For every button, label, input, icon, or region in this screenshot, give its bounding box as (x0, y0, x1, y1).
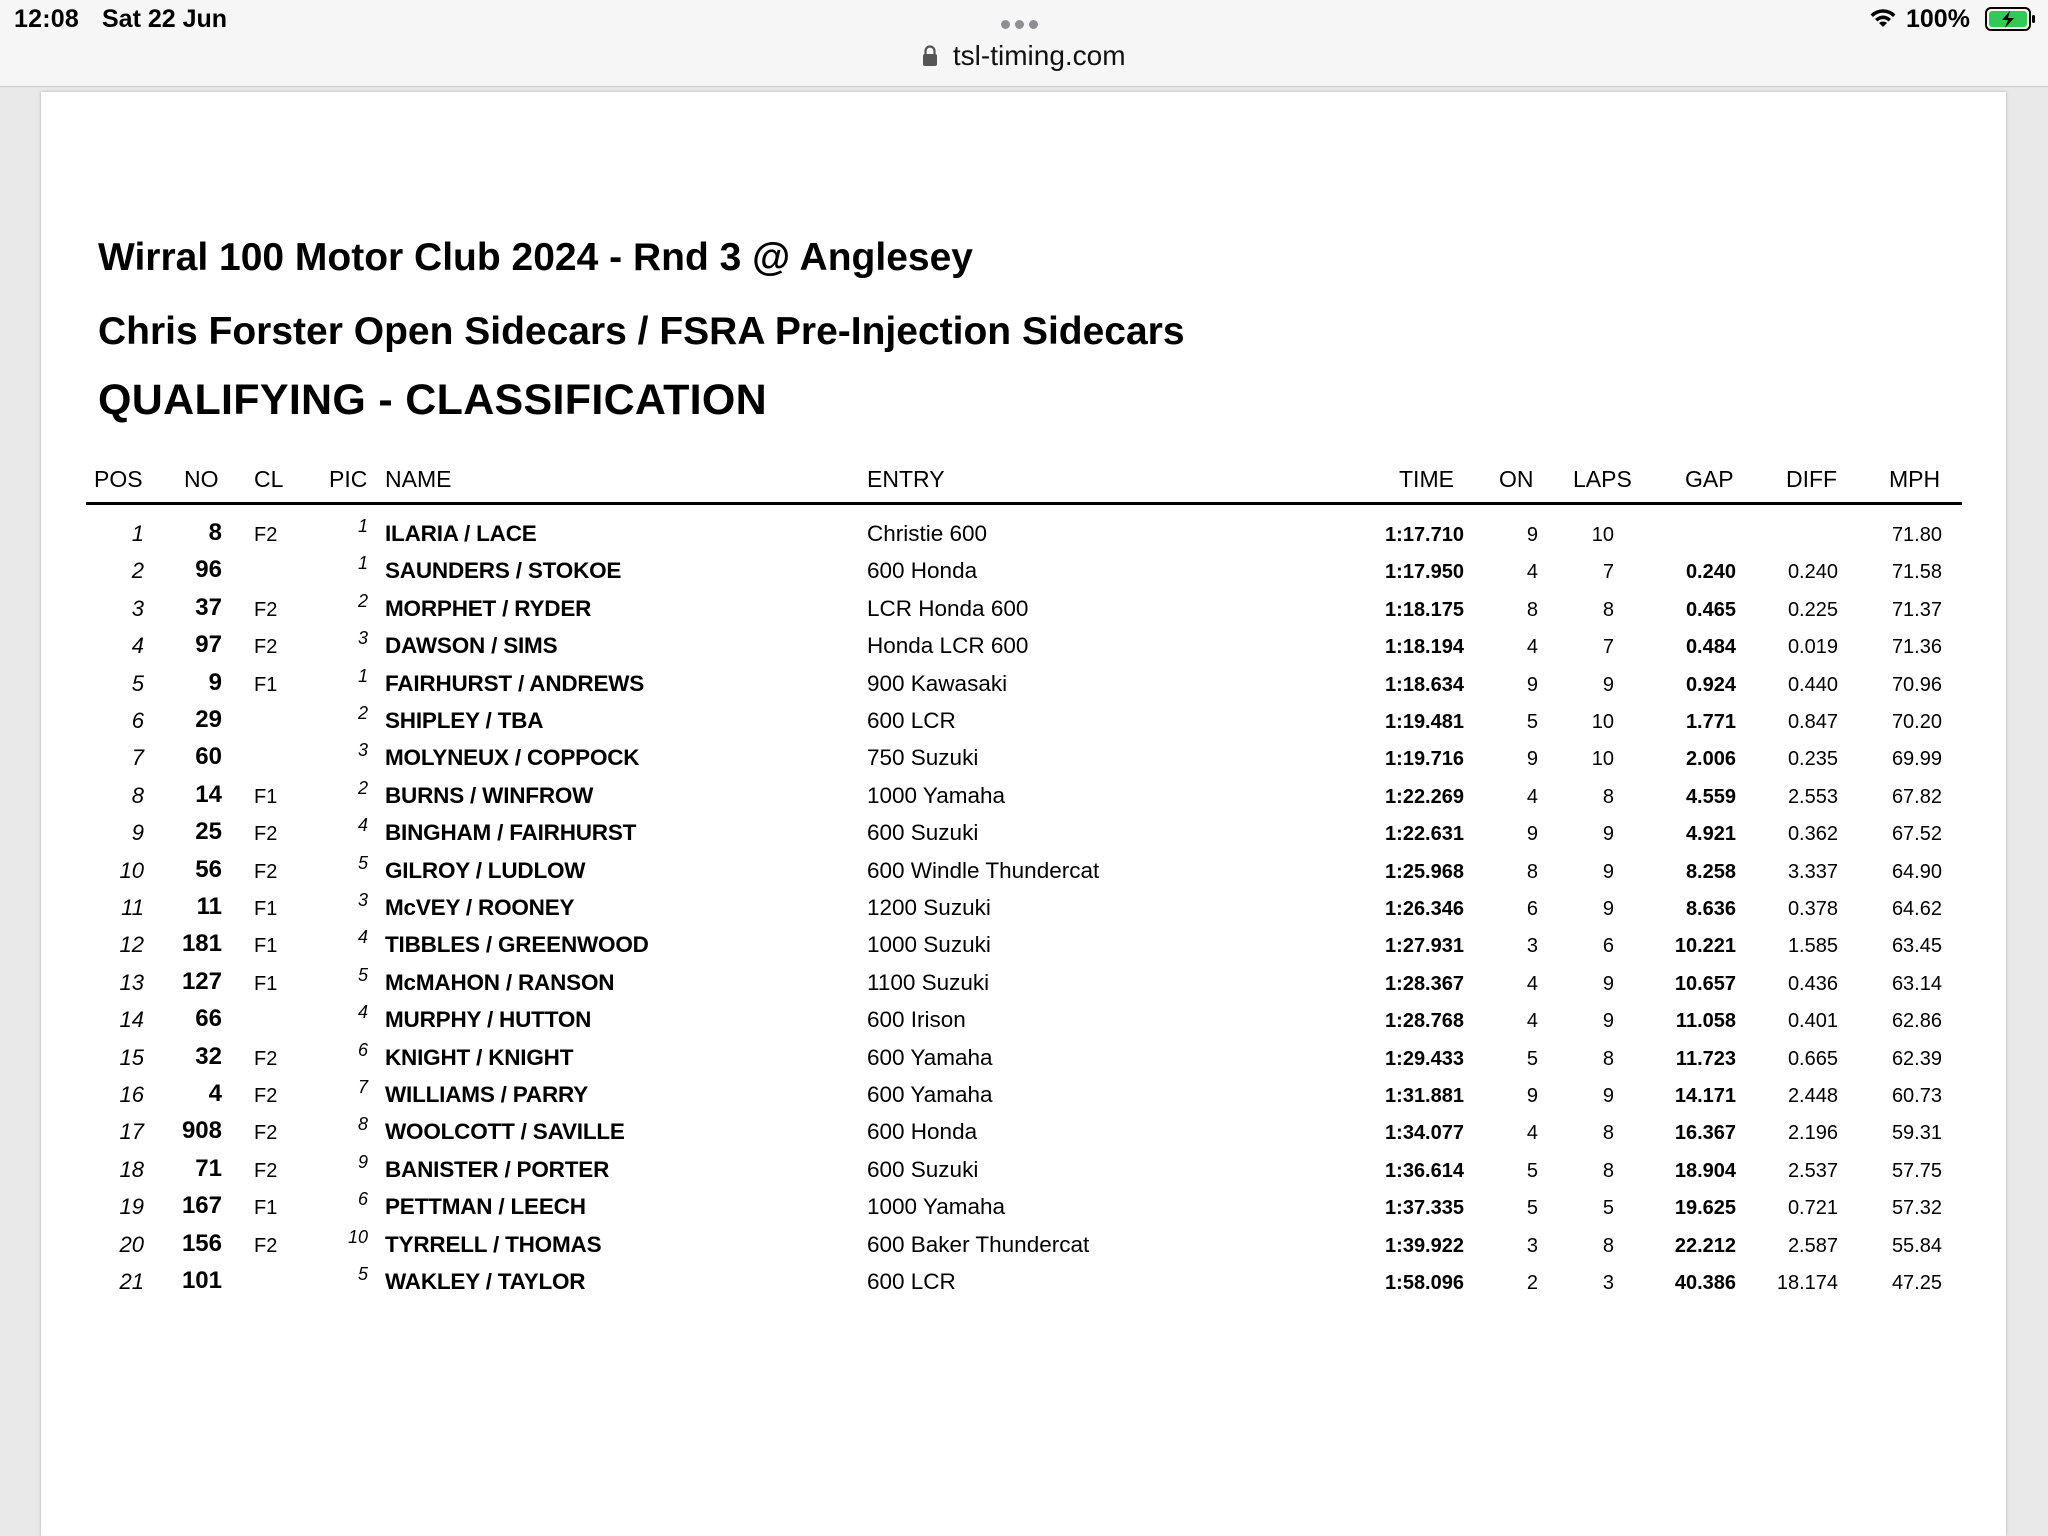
cell-diff: 0.240 (1787, 561, 1838, 584)
cell-laps: 5 (1602, 1197, 1614, 1220)
cell-no: 167 (181, 1192, 222, 1220)
url-text[interactable]: tsl-timing.com (952, 40, 1126, 71)
cell-no: 181 (181, 930, 222, 958)
cell-entry: 750 Suzuki (867, 745, 979, 771)
cell-cl: F2 (254, 524, 278, 546)
cell-pos: 12 (119, 932, 144, 958)
cell-no: 101 (181, 1267, 222, 1294)
cell-on: 8 (1526, 860, 1538, 883)
cell-time: 1:17.950 (1385, 561, 1464, 584)
cell-name: BANISTER / PORTER (385, 1156, 610, 1182)
cell-no: 32 (195, 1042, 222, 1070)
cell-laps: 8 (1602, 1234, 1614, 1257)
lock-icon (922, 45, 938, 67)
cell-time: 1:22.269 (1385, 785, 1464, 808)
cell-diff: 0.362 (1787, 823, 1838, 846)
cell-no: 127 (181, 967, 222, 995)
cell-laps: 7 (1602, 636, 1614, 659)
cell-on: 5 (1526, 1197, 1538, 1220)
cell-on: 9 (1526, 823, 1538, 846)
cell-gap: 11.058 (1675, 1010, 1736, 1033)
cell-gap: 4.559 (1685, 785, 1736, 808)
cell-on: 4 (1526, 1010, 1538, 1033)
cell-cl: F2 (254, 1085, 278, 1107)
cell-time: 1:17.710 (1385, 524, 1464, 546)
cell-diff: 0.721 (1787, 1197, 1838, 1220)
cell-no: 97 (195, 631, 222, 659)
wifi-icon (1868, 6, 1898, 30)
cell-name: SHIPLEY / TBA (385, 708, 544, 733)
cell-laps: 9 (1602, 1085, 1614, 1107)
cell-entry: Honda LCR 600 (867, 633, 1029, 659)
cell-laps: 9 (1602, 898, 1614, 920)
cell-on: 9 (1526, 673, 1538, 696)
cell-entry: 600 Windle Thundercat (867, 857, 1100, 883)
cell-pos: 20 (119, 1231, 144, 1257)
cell-cl: F2 (254, 1234, 278, 1257)
cell-entry: 600 Honda (867, 558, 978, 584)
cell-gap: 0.484 (1685, 636, 1736, 659)
cell-entry: 600 Irison (867, 1007, 966, 1033)
cell-pic: 1 (357, 516, 368, 536)
cell-entry: Christie 600 (867, 521, 988, 546)
cell-on: 4 (1526, 636, 1538, 659)
cell-name: SAUNDERS / STOKOE (385, 558, 622, 584)
cell-on: 5 (1526, 1159, 1538, 1182)
address-bar[interactable] (0, 40, 2048, 76)
cell-gap: 0.924 (1685, 673, 1736, 696)
cell-pic: 7 (357, 1077, 368, 1097)
cell-cl: F2 (254, 1122, 278, 1145)
cell-mph: 71.58 (1891, 561, 1942, 584)
cell-mph: 55.84 (1891, 1234, 1942, 1257)
cell-pic: 9 (357, 1151, 368, 1172)
cell-no: 14 (195, 780, 222, 808)
table-row (0, 515, 2048, 552)
cell-diff: 0.225 (1787, 598, 1838, 621)
cell-mph: 64.62 (1891, 898, 1942, 920)
table-row (0, 1039, 2048, 1076)
cell-no: 8 (208, 519, 222, 546)
cell-pic: 2 (357, 590, 368, 611)
table-row (0, 852, 2048, 889)
cell-gap: 11.723 (1675, 1047, 1736, 1070)
cell-time: 1:29.433 (1385, 1047, 1464, 1070)
cell-pic: 6 (357, 1189, 368, 1210)
cell-mph: 71.80 (1891, 524, 1942, 546)
cell-pos: 6 (131, 708, 144, 733)
cell-diff: 0.665 (1787, 1047, 1838, 1070)
cell-no: 71 (195, 1154, 222, 1182)
browser-chrome (0, 0, 2048, 87)
cell-laps: 9 (1602, 673, 1614, 696)
cell-time: 1:19.716 (1385, 748, 1464, 771)
cell-gap: 14.171 (1674, 1085, 1736, 1107)
cell-pos: 13 (119, 969, 144, 995)
cell-name: MURPHY / HUTTON (385, 1007, 592, 1033)
cell-time: 1:28.768 (1385, 1010, 1464, 1033)
battery-charging-icon (1985, 6, 2037, 32)
cell-no: 60 (195, 743, 222, 771)
cell-cl: F2 (254, 636, 278, 659)
cell-on: 5 (1526, 711, 1538, 733)
cell-diff: 0.436 (1787, 972, 1838, 995)
cell-time: 1:18.194 (1385, 636, 1464, 659)
header-laps: LAPS (1573, 466, 1632, 492)
cell-pos: 10 (119, 857, 144, 883)
header-diff: DIFF (1786, 466, 1838, 492)
cell-on: 4 (1526, 1122, 1538, 1145)
cell-no: 4 (208, 1080, 222, 1107)
cell-time: 1:27.931 (1385, 935, 1464, 958)
cell-name: BURNS / WINFROW (385, 782, 594, 808)
cell-pic: 2 (357, 777, 368, 798)
cell-pic: 4 (357, 1002, 368, 1023)
cell-cl: F2 (254, 598, 278, 621)
cell-pos: 18 (119, 1156, 144, 1182)
cell-on: 9 (1526, 524, 1538, 546)
cell-pos: 17 (119, 1119, 144, 1145)
cell-pic: 3 (357, 890, 368, 910)
cell-entry: 900 Kawasaki (867, 670, 1008, 696)
cell-pos: 1 (131, 521, 144, 546)
table-row (0, 1001, 2048, 1038)
cell-time: 1:37.335 (1385, 1197, 1464, 1220)
cell-pic: 5 (357, 964, 368, 985)
cell-pos: 9 (131, 820, 144, 846)
header-no: NO (184, 466, 219, 492)
cell-gap: 0.240 (1685, 561, 1736, 584)
cell-time: 1:18.634 (1385, 673, 1464, 696)
cell-no: 908 (181, 1117, 222, 1145)
cell-entry: 600 Yamaha (867, 1044, 993, 1070)
cell-name: WILLIAMS / PARRY (385, 1082, 589, 1107)
cell-diff: 0.847 (1787, 711, 1838, 733)
cell-laps: 9 (1602, 860, 1614, 883)
cell-diff: 2.448 (1787, 1085, 1838, 1107)
cell-name: DAWSON / SIMS (385, 633, 558, 659)
cell-diff: 0.019 (1787, 636, 1838, 659)
cell-entry: 600 Baker Thundercat (867, 1231, 1090, 1257)
cell-entry: 1000 Suzuki (867, 932, 991, 958)
cell-entry: 1000 Yamaha (867, 1194, 1006, 1220)
cell-diff: 1.585 (1787, 935, 1838, 958)
table-row (0, 1113, 2048, 1150)
cell-entry: 600 Honda (867, 1119, 978, 1145)
cell-entry: LCR Honda 600 (867, 595, 1029, 621)
cell-no: 66 (195, 1005, 222, 1033)
cell-diff: 0.378 (1787, 898, 1838, 920)
cell-mph: 59.31 (1891, 1122, 1942, 1145)
cell-mph: 67.52 (1891, 823, 1942, 846)
cell-diff: 2.537 (1787, 1159, 1838, 1182)
status-time: 12:08 (14, 5, 79, 33)
cell-pos: 5 (131, 670, 144, 696)
cell-pic: 8 (357, 1114, 368, 1135)
cell-time: 1:58.096 (1385, 1272, 1464, 1294)
cell-name: WOOLCOTT / SAVILLE (385, 1119, 625, 1145)
cell-gap: 22.212 (1674, 1234, 1736, 1257)
cell-pos: 15 (119, 1044, 144, 1070)
class-title: Chris Forster Open Sidecars / FSRA Pre-Injection Sidecars (98, 310, 1185, 353)
cell-time: 1:28.367 (1385, 972, 1464, 995)
cell-no: 9 (208, 668, 222, 696)
header-on: ON (1499, 466, 1534, 492)
cell-laps: 10 (1591, 748, 1614, 771)
cell-no: 37 (195, 593, 222, 621)
cell-pos: 4 (131, 633, 144, 659)
cell-diff: 3.337 (1787, 860, 1838, 883)
cell-name: BINGHAM / FAIRHURST (385, 820, 637, 846)
header-cl: CL (254, 466, 284, 492)
cell-diff: 0.235 (1787, 748, 1838, 771)
cell-name: FAIRHURST / ANDREWS (385, 670, 645, 696)
cell-mph: 63.14 (1891, 972, 1942, 995)
cell-time: 1:34.077 (1385, 1122, 1464, 1145)
cell-time: 1:25.968 (1385, 860, 1464, 883)
cell-name: PETTMAN / LEECH (385, 1194, 586, 1220)
cell-gap: 8.636 (1685, 898, 1736, 920)
cell-laps: 8 (1602, 598, 1614, 621)
cell-time: 1:26.346 (1385, 898, 1464, 920)
cell-no: 11 (196, 893, 222, 920)
header-time: TIME (1399, 466, 1454, 492)
cell-no: 156 (181, 1229, 222, 1257)
cell-cl: F1 (254, 1197, 278, 1220)
cell-pic: 5 (357, 1264, 368, 1284)
cell-gap: 18.904 (1674, 1159, 1736, 1182)
cell-on: 8 (1526, 598, 1538, 621)
cell-gap: 16.367 (1674, 1122, 1736, 1145)
cell-name: WAKLEY / TAYLOR (385, 1269, 586, 1294)
table-row (0, 926, 2048, 963)
table-row (0, 964, 2048, 1001)
cell-laps: 6 (1602, 935, 1614, 958)
cell-on: 4 (1526, 972, 1538, 995)
cell-cl: F2 (254, 1047, 278, 1070)
cell-mph: 70.96 (1891, 673, 1942, 696)
cell-on: 9 (1526, 1085, 1538, 1107)
cell-name: McVEY / ROONEY (385, 895, 575, 920)
cell-cl: F1 (254, 935, 278, 958)
cell-laps: 10 (1591, 711, 1614, 733)
cell-mph: 67.82 (1891, 785, 1942, 808)
cell-pic: 1 (357, 665, 368, 686)
header-entry: ENTRY (867, 466, 945, 492)
table-row (0, 777, 2048, 814)
cell-pic: 5 (357, 852, 368, 873)
cell-on: 5 (1526, 1047, 1538, 1070)
cell-pic: 3 (357, 740, 368, 761)
cell-mph: 69.99 (1891, 748, 1942, 771)
cell-cl: F1 (254, 785, 278, 808)
cell-diff: 2.196 (1787, 1122, 1838, 1145)
cell-pic: 6 (357, 1039, 368, 1060)
cell-time: 1:19.481 (1385, 711, 1464, 733)
table-row (0, 739, 2048, 776)
cell-mph: 57.75 (1891, 1159, 1942, 1182)
cell-entry: 600 Suzuki (867, 1156, 979, 1182)
table-row (0, 1263, 2048, 1300)
cell-mph: 70.20 (1891, 711, 1942, 733)
table-row (0, 1226, 2048, 1263)
cell-on: 9 (1526, 748, 1538, 771)
cell-no: 29 (195, 706, 222, 733)
cell-pos: 21 (119, 1269, 144, 1294)
table-header (86, 462, 1962, 505)
cell-name: GILROY / LUDLOW (385, 857, 586, 883)
table-row (0, 814, 2048, 851)
cell-gap: 10.657 (1674, 972, 1736, 995)
cell-name: McMAHON / RANSON (385, 969, 615, 995)
cell-pos: 16 (119, 1082, 144, 1107)
cell-name: MORPHET / RYDER (385, 595, 592, 621)
cell-cl: F2 (254, 1159, 278, 1182)
cell-time: 1:22.631 (1385, 823, 1464, 846)
cell-entry: 600 Yamaha (867, 1082, 993, 1107)
cell-no: 25 (195, 818, 222, 846)
cell-cl: F2 (254, 860, 278, 883)
cell-pic: 4 (357, 815, 368, 836)
cell-on: 3 (1526, 935, 1538, 958)
cell-name: TYRRELL / THOMAS (385, 1231, 602, 1257)
cell-diff: 0.440 (1787, 673, 1838, 696)
cell-laps: 8 (1602, 1047, 1614, 1070)
cell-pos: 8 (131, 782, 144, 808)
cell-entry: 600 LCR (867, 708, 956, 733)
cell-entry: 1000 Yamaha (867, 782, 1006, 808)
cell-laps: 8 (1602, 1122, 1614, 1145)
cell-time: 1:39.922 (1385, 1234, 1464, 1257)
cell-time: 1:31.881 (1385, 1085, 1464, 1107)
cell-mph: 63.45 (1891, 935, 1942, 958)
cell-name: TIBBLES / GREENWOOD (385, 932, 649, 958)
table-row (0, 552, 2048, 589)
header-pic: PIC (329, 466, 368, 492)
table-row (0, 1076, 2048, 1113)
cell-time: 1:18.175 (1385, 598, 1464, 621)
cell-time: 1:36.614 (1385, 1159, 1464, 1182)
cell-entry: 1100 Suzuki (867, 969, 990, 995)
cell-mph: 64.90 (1891, 860, 1942, 883)
cell-pos: 11 (121, 895, 144, 920)
cell-on: 2 (1526, 1272, 1538, 1294)
cell-mph: 71.36 (1891, 636, 1942, 659)
cell-name: KNIGHT / KNIGHT (385, 1044, 574, 1070)
cell-diff: 2.587 (1787, 1234, 1838, 1257)
table-row (0, 1188, 2048, 1225)
cell-laps: 10 (1591, 524, 1614, 546)
event-title: Wirral 100 Motor Club 2024 - Rnd 3 @ Anglesey (98, 236, 973, 279)
cell-on: 4 (1526, 785, 1538, 808)
cell-pic: 3 (357, 628, 368, 649)
cell-gap: 8.258 (1685, 860, 1736, 883)
cell-on: 4 (1526, 561, 1538, 584)
cell-mph: 62.86 (1891, 1010, 1942, 1033)
cell-cl: F1 (254, 972, 278, 995)
cell-cl: F2 (254, 823, 278, 846)
cell-entry: 1200 Suzuki (867, 895, 991, 920)
cell-gap: 19.625 (1674, 1197, 1736, 1220)
cell-mph: 62.39 (1891, 1047, 1942, 1070)
table-row (0, 590, 2048, 627)
header-gap: GAP (1685, 466, 1734, 492)
cell-pic: 2 (357, 703, 368, 723)
cell-laps: 9 (1602, 1010, 1614, 1033)
cell-entry: 600 Suzuki (867, 820, 979, 846)
cell-gap: 2.006 (1685, 748, 1736, 771)
battery-percentage: 100% (1906, 5, 1970, 33)
cell-name: ILARIA / LACE (385, 521, 537, 546)
cell-gap: 1.771 (1685, 711, 1736, 733)
status-date: Sat 22 Jun (102, 5, 228, 33)
cell-diff: 18.174 (1776, 1272, 1838, 1294)
cell-mph: 47.25 (1891, 1272, 1942, 1294)
session-title: QUALIFYING - CLASSIFICATION (98, 376, 767, 424)
cell-name: MOLYNEUX / COPPOCK (385, 745, 640, 771)
cell-entry: 600 LCR (867, 1269, 956, 1294)
cell-mph: 60.73 (1891, 1085, 1942, 1107)
header-name: NAME (385, 466, 452, 492)
cell-pos: 7 (131, 745, 144, 771)
table-row (0, 702, 2048, 739)
cell-laps: 9 (1602, 972, 1614, 995)
cell-pic: 4 (357, 927, 368, 948)
cell-mph: 71.37 (1891, 598, 1942, 621)
cell-laps: 9 (1602, 823, 1614, 846)
cell-pic: 10 (347, 1226, 368, 1247)
cell-gap: 10.221 (1674, 935, 1736, 958)
cell-cl: F1 (254, 673, 278, 696)
cell-diff: 2.553 (1787, 785, 1838, 808)
cell-laps: 3 (1602, 1272, 1614, 1294)
cell-pic: 1 (357, 553, 368, 574)
header-mph: MPH (1889, 466, 1941, 492)
cell-on: 3 (1526, 1234, 1538, 1257)
cell-pos: 14 (119, 1007, 144, 1033)
cell-gap: 0.465 (1685, 598, 1736, 621)
cell-gap: 40.386 (1674, 1272, 1736, 1294)
multitasking-dots-icon[interactable] (1001, 16, 1047, 26)
cell-pos: 2 (131, 558, 144, 584)
cell-gap: 4.921 (1685, 823, 1736, 846)
cell-on: 6 (1526, 898, 1538, 920)
cell-no: 96 (195, 556, 222, 584)
cell-laps: 7 (1602, 561, 1614, 584)
cell-no: 56 (195, 855, 222, 883)
cell-laps: 8 (1602, 785, 1614, 808)
cell-laps: 8 (1602, 1159, 1614, 1182)
cell-diff: 0.401 (1787, 1010, 1838, 1033)
cell-mph: 57.32 (1891, 1197, 1942, 1220)
table-row (0, 665, 2048, 702)
table-row (0, 1151, 2048, 1188)
table-row (0, 627, 2048, 664)
table-row (0, 889, 2048, 926)
cell-cl: F1 (254, 898, 278, 920)
header-pos: POS (94, 466, 143, 492)
cell-pos: 3 (131, 595, 144, 621)
cell-pos: 19 (119, 1194, 144, 1220)
